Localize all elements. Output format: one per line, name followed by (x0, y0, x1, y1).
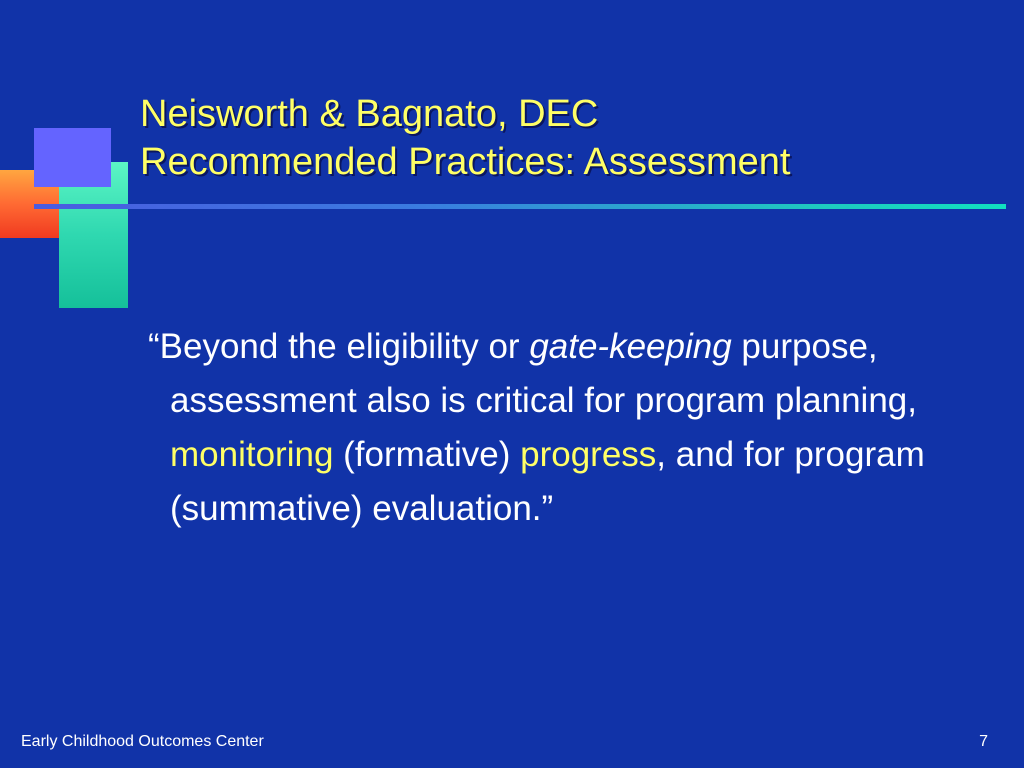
quote-emphasis-gate-keeping: gate-keeping (529, 327, 732, 366)
decorative-purple-block (34, 128, 111, 187)
quote-text-3: (formative) (333, 435, 521, 474)
title-underline (34, 204, 1006, 209)
slide-title-line-1: Neisworth & Bagnato, DEC (140, 93, 599, 135)
quote-highlight-monitoring: monitoring (170, 435, 334, 474)
slide-title-line-2: Recommended Practices: Assessment (140, 141, 791, 183)
quote-text-1: “Beyond the eligibility or (148, 327, 530, 366)
quote-highlight-progress: progress (520, 435, 657, 474)
quote-body (148, 320, 970, 536)
quote-text-4: , and for program (summative) evaluation.” (170, 435, 925, 528)
quote-text-2: purpose, assessment also is critical for program planning, (170, 327, 917, 420)
slide-title (140, 90, 1000, 186)
slide-page-number: 7 (979, 733, 988, 750)
footer-organization: Early Childhood Outcomes Center (21, 733, 264, 750)
